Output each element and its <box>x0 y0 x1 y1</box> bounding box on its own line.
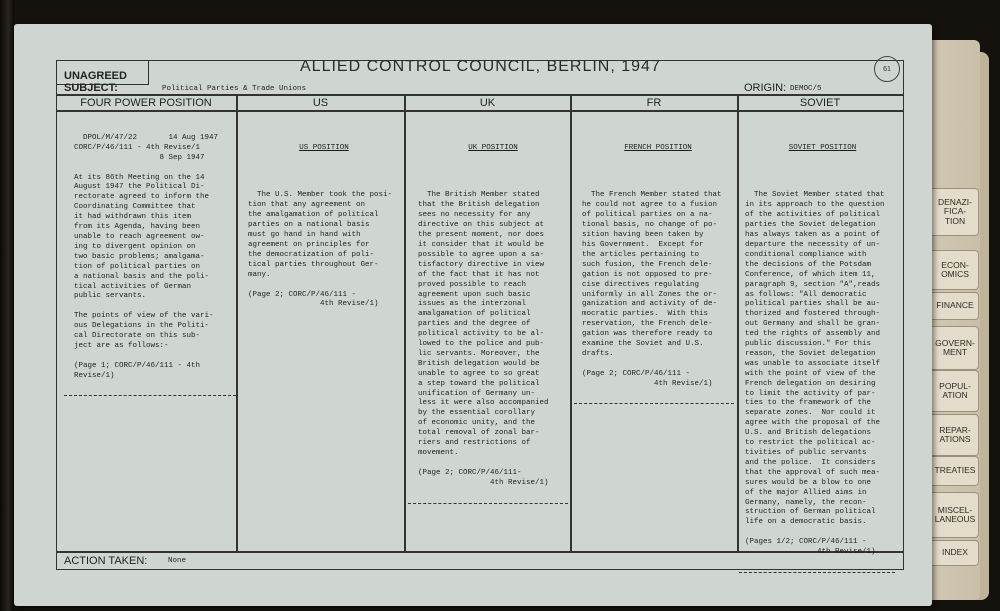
tab-finance[interactable]: FINANCE <box>932 292 979 320</box>
fr-column <box>582 124 734 414</box>
subject-label: SUBJECT: <box>64 82 118 94</box>
header-rule <box>56 94 903 96</box>
unagreed-label: UNAGREED <box>64 70 127 82</box>
tab-economics[interactable]: ECON- OMICS <box>932 250 979 290</box>
fr-position-heading: FRENCH POSITION <box>624 143 692 152</box>
divider-2 <box>404 94 406 552</box>
us-position-text: The U.S. Member took the posi- tion that any agreement on the amalgamation of political parties on a national basis must go hand in hand with agreement on principles for the democratization of poli- tical parties throughout Ger- many. (Page 2; CORC/P/46/111 - 4th Revise/1) <box>248 191 393 309</box>
tab-treaties[interactable]: TREATIES <box>932 456 979 486</box>
soviet-position-heading: SOVIET POSITION <box>788 143 857 152</box>
dashed-rule <box>64 395 236 396</box>
tab-index[interactable]: INDEX <box>932 540 979 566</box>
dashed-rule <box>408 503 568 504</box>
dashed-rule <box>739 572 895 573</box>
col-header-uk: UK <box>479 97 496 109</box>
tab-reparations[interactable]: REPAR- ATIONS <box>932 414 979 456</box>
divider-1 <box>236 94 238 552</box>
origin-label: ORIGIN: <box>744 82 787 94</box>
tab-population[interactable]: POPUL- ATION <box>932 370 979 412</box>
col-header-soviet: SOVIET <box>799 97 841 109</box>
uk-position-text: The British Member stated that the British delegation sees no necessity for any directive on this subject at the present moment, nor does it consider that it would be possible to agree upon a sa- tisfactory directive in view of the fact that it has not proved possible to reach agreement upon such basic issues as the interzonal amalgamation of political parties and the degree of political activity to be al- lowed to the police and pub- lic servants. Moreover, the British delegation would be unable to agree to so great a step toward the political unification of Germany un- less it were also accompanied by the essential corollary of economic unity, and the total removal of zonal bar- riers and restrictions of movement. (Page 2; CORC/P/46/111- 4th Revise/1) <box>418 191 549 487</box>
col-header-fr: FR <box>646 97 662 109</box>
uk-position-heading: UK POSITION <box>468 143 518 152</box>
tab-denazification[interactable]: DENAZI- FICA- TION <box>932 188 979 236</box>
divider-3 <box>570 94 572 552</box>
subject-value: Political Parties & Trade Unions <box>162 85 307 93</box>
action-taken-value: None <box>168 557 187 565</box>
page-title: ALLIED CONTROL COUNCIL, BERLIN, 1947 <box>300 58 661 75</box>
divider-4 <box>737 94 739 552</box>
binder-edge <box>0 0 14 611</box>
four-power-column <box>74 124 234 406</box>
col-header-four-power: FOUR POWER POSITION <box>80 97 212 109</box>
tab-government[interactable]: GOVERN- MENT <box>932 326 979 370</box>
origin-value: DEMOC/5 <box>790 85 822 93</box>
dashed-rule <box>574 403 734 404</box>
four-power-text: DPOL/M/47/22 14 Aug 1947 CORC/P/46/111 - 4th Revise/1 8 Sep 1947 At its 86th Meeting on the 14 August 1947 the Political Di- rectorate agreed to inform the Coordinating Committee that it had withdrawn this item from its Agenda, having been unable to reach agreement ow- ing to divergent opinion on two basic problems; amalgama- tion of political parties on a national basis and the poli- tical activities of German public servants. The points of view of the vari- ous Delegations in the Politi- cal Directorate on this sub- ject are as follows:- (Page 1; CORC/P/46/111 - 4th Revise/1) <box>74 133 219 380</box>
us-column <box>248 124 400 310</box>
fr-position-text: The French Member stated that he could not agree to a fusion of political parties on a na- tional basis, no change of po- sition having been taken by his Government. Except for the articles pertaining to such fusion, the French dele- gation is not opposed to pre- cise directives regulating uniformly in all Zones the or- ganization and activity of de- mocratic parties. With this reservation, the French dele- gation was therefore ready to examine the Soviet and U.S. drafts. (Page 2; CORC/P/46/111 - 4th Revise/1) <box>582 191 722 388</box>
soviet-column <box>745 124 900 583</box>
col-header-us: US <box>312 97 329 109</box>
tab-miscellaneous[interactable]: MISCEL- LANEOUS <box>932 492 979 538</box>
uk-column <box>418 124 568 513</box>
page-number: 61 <box>874 56 900 82</box>
action-taken-label: ACTION TAKEN: <box>64 555 148 567</box>
soviet-position-text: The Soviet Member stated that in its approach to the question of the activities of political parties the Soviet delegation has always taken as a point of departure the necessity of un- conditional compliance with the decisions of the Potsdam Conference, of which item 11, paragraph 9, section "A",reads as follows: "All democratic political parties shall be au- thorized and fostered through- out Germany and shall be gran- ted the rights of assembly and public discussion." For this reason, the Soviet delegation was unable to associate itself with the point of view of the French delegation on desiring to limit the activity of par- ties to the framework of the separate zones. Nor could it agree with the proposal of the U.S. and British delegations to restrict the political ac- tivities of public servants and the police. It considers that the approval of such mea- sures would be a blow to one of the major Allied aims in Germany, namely, the recon- struction of German political life on a democratic basis. (Pages 1/2; CORC/P/46/111 - 4th Revise/1) <box>745 191 885 557</box>
us-position-heading: US POSITION <box>299 143 349 152</box>
